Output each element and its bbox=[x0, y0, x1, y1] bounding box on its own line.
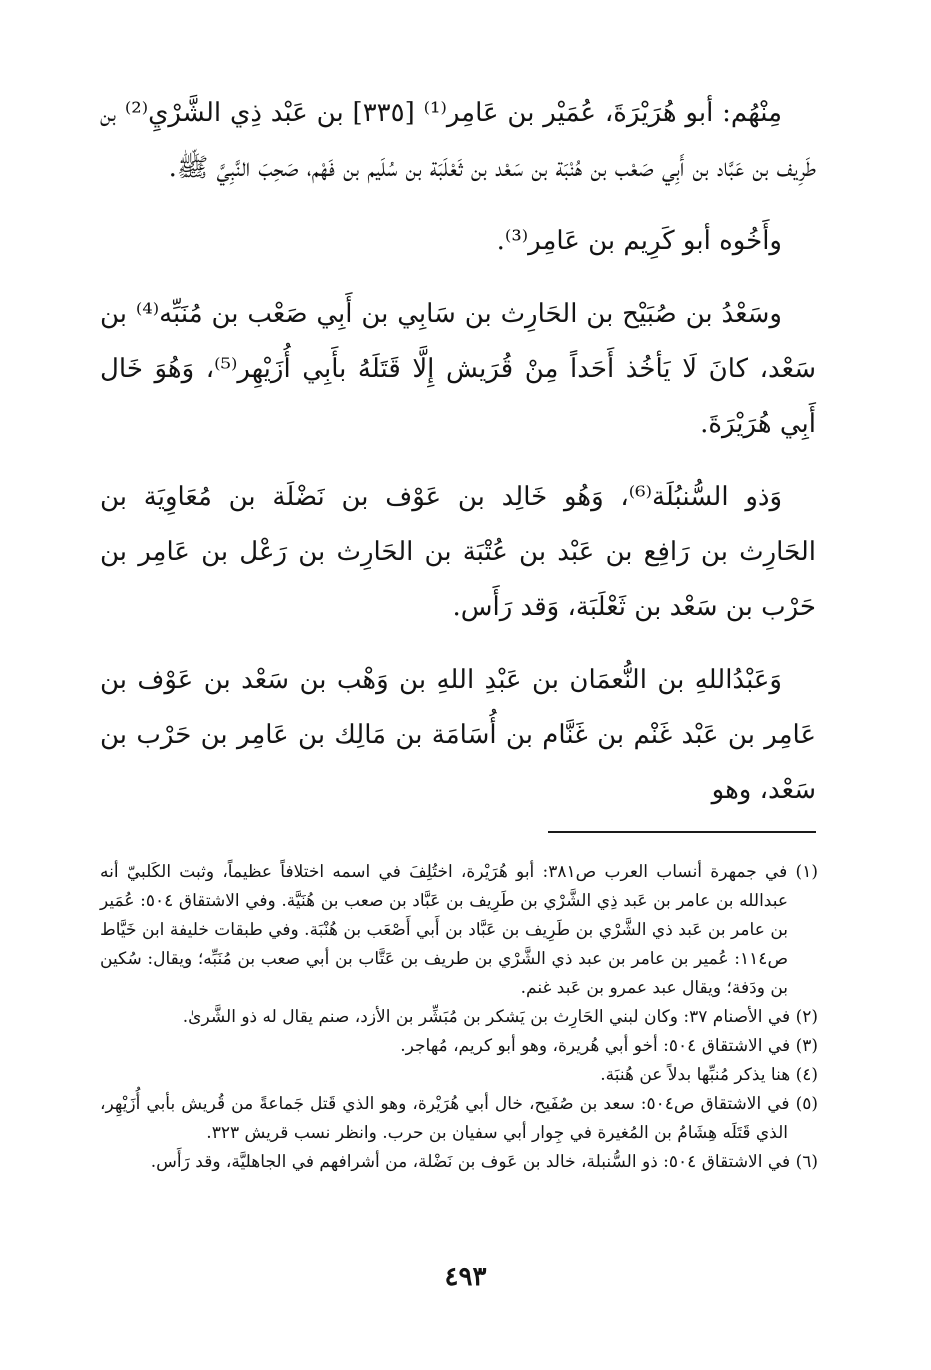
footnote-1: (١) في جمهرة أنساب العرب ص٣٨١: أبو هُرَيْرة، اختُلِفَ في اسمه اختلافاً عظيماً، وثبت الكَلبيّ أنه عبدالله بن عامر بن عَبد ذِي الشَّرْي بن طَرِيف بن عَبَّاد بن صعب بن هُنَيَّة. وفي الاشتقاق ٥٠٤: عُمَير بن عامر بن عَبد ذي الشَّرْي بن طَرِيف بن عَبَّاد بن أَبي أَصْعَب بن هُنْبَة. وفي طبقات خليفة ابن خَيَّاط ص١١٤: عُمير بن عامر بن عبد ذي الشَّرْي بن طريف بن عَتَّاب بن أبي صعب بن مُنَبِّه؛ ويقال: سُكين بن ودَفة؛ ويقال عبد عمرو بن عَبد غنم. bbox=[100, 862, 818, 998]
page-number: ٤٩٣ bbox=[444, 1262, 487, 1292]
footnotes bbox=[100, 858, 818, 1177]
footnote-divider bbox=[548, 831, 816, 833]
paragraph-1: مِنْهُم: أبو هُرَيْرَةَ، عُمَيْر بن عَامِر⁽¹⁾ [٣٣٥] بن عَبْد ذِي الشَّرْيِ⁽²⁾ بن طَرِيف بن عَبَّاد بن أَبِي صَعْب بن هُنْبَة بن سَعْد بن ثَعْلَبَة بن سُلَيم بن فَهْم، صَحِبَ النَّبِيَّ ﷺ. bbox=[100, 98, 816, 183]
paragraph-5: وَعَبْدُاللهِ بن النُّعمَان بن عَبْدِ اللهِ بن وَهْب بن سَعْد بن عَوْف بن عَامِر بن عَبْد غَنْم بن غَنَّام بن أُسَامَة بن مَالِك بن عَامِر بن حَرْب بن سَعْد، وهو bbox=[100, 665, 816, 805]
paragraph-4: وَذو السُّنبُلَة⁽⁶⁾، وَهُو خَالِد بن عَوْف بن نَضْلَة بن مُعَاوِيَة بن الحَارِث بن رَافِع بن عَبْد بن عُتْبَة بن الحَارِث بن رَعْل بن عَامِر بن حَرْب بن سَعْد بن ثَعْلَبَة، وَقد رَأَس. bbox=[100, 482, 816, 622]
footnote-5: (٥) في الاشتقاق ص٥٠٤: سعد بن صُفَيح، خال أبي هُرَيْرة، وهو الذي قَتل جَماعةً من قُريش بأبي أُزَيْهِر، الذي قَتَلَه هِشَامُ بن المُغيرة في جِوار أبي سفيان بن حرب. وانظر نسب قريش ٣٢٣. bbox=[100, 1094, 818, 1143]
footnote-4: (٤) هنا يذكر مُنبِّها بدلاً عن هُنبَة. bbox=[600, 1065, 818, 1085]
footnote-3: (٣) في الاشتقاق ٥٠٤: أخو أبي هُريرة، وهو أبو كريم، مُهاجر. bbox=[400, 1036, 818, 1056]
paragraph-2: وأَخُوه أبو كَرِيم بن عَامِر⁽³⁾. bbox=[496, 226, 782, 256]
paragraph-3: وسَعْدُ بن صُبَيْح بن الحَارِث بن سَابِي بن أَبِي صَعْب بن مُنَبِّه⁽⁴⁾ بن سَعْد، كانَ لَا يَأخُذ أَحَداً مِنْ قُرَيش إِلَّا قَتَلَهُ بأَبِي أُزَيْهِر⁽⁵⁾، وَهُوَ خَال أَبِي هُرَيْرَةَ. bbox=[100, 299, 816, 439]
footnote-6: (٦) في الاشتقاق ٥٠٤: ذو السُّنبلة، خالد بن عَوف بن نَضْلة، من أشرافهم في الجاهليَّة، وقد رَأَس. bbox=[150, 1152, 818, 1172]
footnote-2: (٢) في الأصنام ٣٧: وكان لبني الحَارِث بن يَشكر بن مُبَشِّر بن الأزد، صنم يقال له ذو الشَّرىٰ. bbox=[182, 1007, 818, 1027]
main-text bbox=[100, 86, 816, 818]
